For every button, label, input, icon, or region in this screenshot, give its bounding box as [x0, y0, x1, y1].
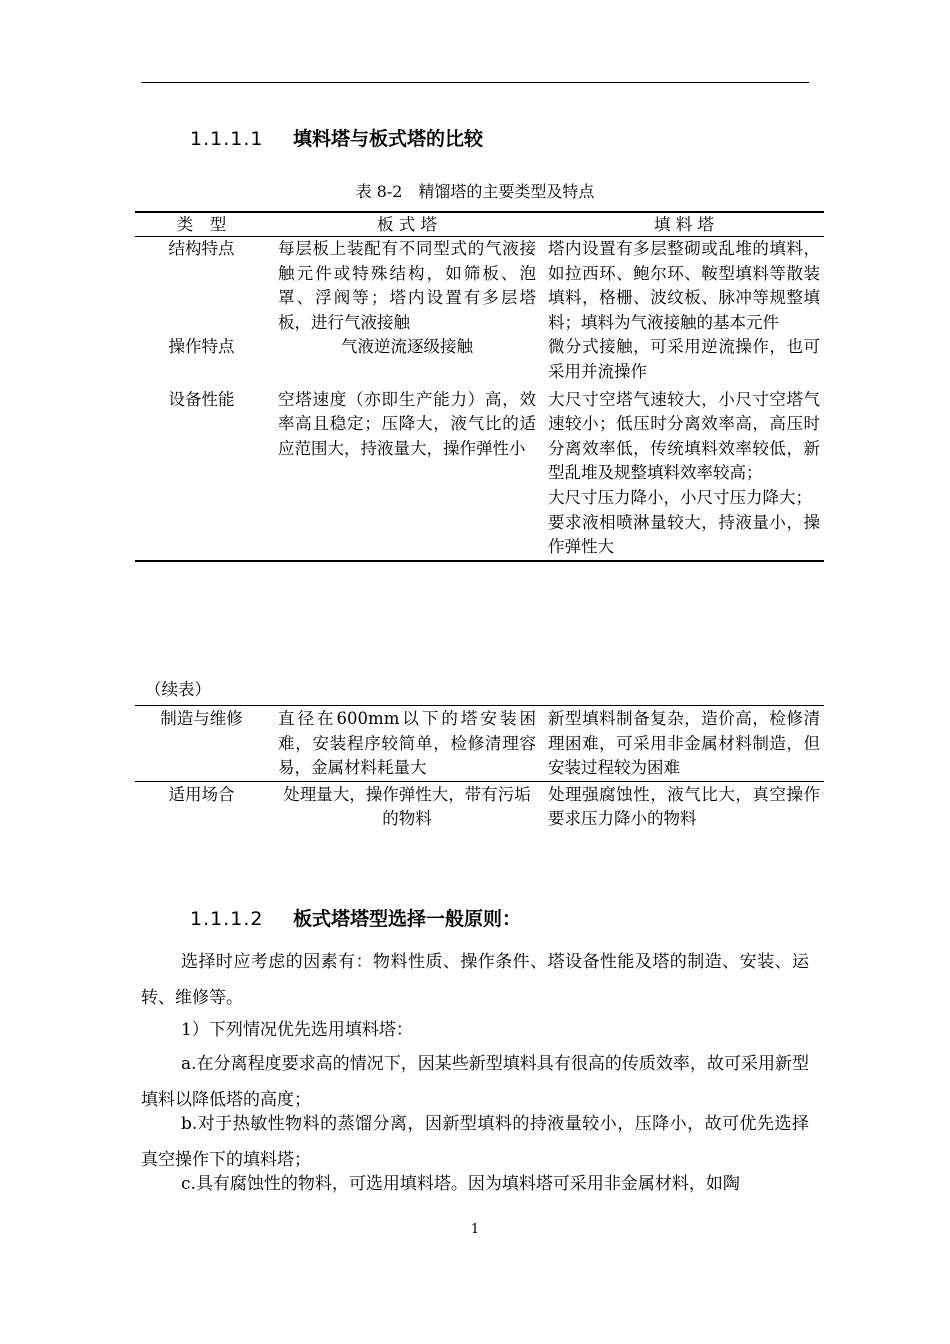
packed-line: 要求液相喷淋量较大，持液量小，操作弹性大 [548, 512, 820, 557]
row-type: 结构特点 [168, 239, 235, 258]
body-paragraph: a.在分离程度要求高的情况下，因某些新型填料具有很高的传质效率，故可采用新型填料以降低塔的高度； [141, 1054, 809, 1110]
row-packed [544, 385, 824, 561]
comparison-table [135, 211, 824, 562]
packed-line: 大尺寸压力降小，小尺寸压力降大； [548, 487, 812, 507]
section-number: 1.1.1.1 [190, 128, 264, 150]
header-plate-tower: 板 式 塔 [268, 212, 544, 237]
section-title: 板式塔塔型选择一般原则： [293, 908, 522, 930]
page-number: 1 [470, 1222, 480, 1237]
row-packed: 塔内设置有多层整砌或乱堆的填料，如拉西环、鲍尔环、鞍型填料等散装填料，格栅、波纹板、脉冲等规整填料；填料为气液接触的基本元件 [548, 239, 820, 332]
packed-line: 大尺寸空塔气速较大，小尺寸空塔气速较小；低压时分离效率高，高压时分离效率低，传统填料效率较低，新型乱堆及规整填料效率较高； [548, 389, 820, 483]
row-plate: 处理量大，操作弹性大，带有污垢的物料 [283, 784, 531, 829]
body-paragraph: c.具有腐蚀性的物料，可选用填料塔。因为填料塔可采用非金属材料，如陶 [181, 1174, 740, 1194]
section-heading-2 [190, 904, 521, 931]
section-title: 填料塔与板式塔的比较 [293, 128, 484, 150]
row-type: 制造与维修 [135, 706, 268, 782]
body-paragraph: 1）下列情况优先选用填料塔： [181, 1020, 413, 1040]
row-packed: 新型填料制备复杂，造价高，检修清理困难，可采用非金属材料制造，但安装过程较为困难 [544, 706, 824, 782]
row-type: 设备性能 [168, 389, 235, 409]
table-row [135, 781, 824, 832]
continued-label: （续表） [145, 680, 211, 699]
row-packed: 微分式接触，可采用逆流操作，也可采用并流操作 [548, 337, 820, 381]
row-packed: 处理强腐蚀性，液气比大，真空操作要求压力降小的物料 [548, 784, 820, 829]
row-type: 适用场合 [168, 784, 235, 804]
row-plate: 每层板上装配有不同型式的气液接触元件或特殊结构，如筛板、泡罩、浮阀等；塔内设置有多层塔板，进行气液接触 [278, 239, 536, 332]
table-caption: 表 8-2 精馏塔的主要类型及特点 [355, 182, 595, 201]
table-row [135, 385, 824, 561]
table-header-row [135, 212, 824, 237]
table-row [135, 237, 824, 336]
row-plate: 气液逆流逐级接触 [341, 337, 473, 357]
header-type: 类 型 [135, 212, 268, 237]
table-row [135, 335, 824, 384]
row-plate: 直径在600mm以下的塔安装困难，安装程序较简单，检修清理容易，金属材料耗量大 [268, 706, 544, 782]
header-packed-tower: 填 料 塔 [544, 212, 824, 237]
body-paragraph: b.对于热敏性物料的蒸馏分离，因新型填料的持液量较小，压降小，故可优先选择真空操作下的填料塔； [141, 1114, 809, 1170]
comparison-table-continued [135, 705, 824, 832]
row-type: 操作特点 [168, 337, 235, 357]
row-plate: 空塔速度（亦即生产能力）高，效率高且稳定；压降大，液气比的适应范围大，持液量大，操作弹性小 [278, 389, 536, 458]
section-heading-1 [190, 124, 483, 151]
header-rule [141, 82, 809, 83]
section-number: 1.1.1.2 [190, 908, 264, 930]
body-paragraph: 选择时应考虑的因素有：物料性质、操作条件、塔设备性能及塔的制造、安装、运转、维修等。 [141, 952, 809, 1008]
table-row [135, 706, 824, 782]
